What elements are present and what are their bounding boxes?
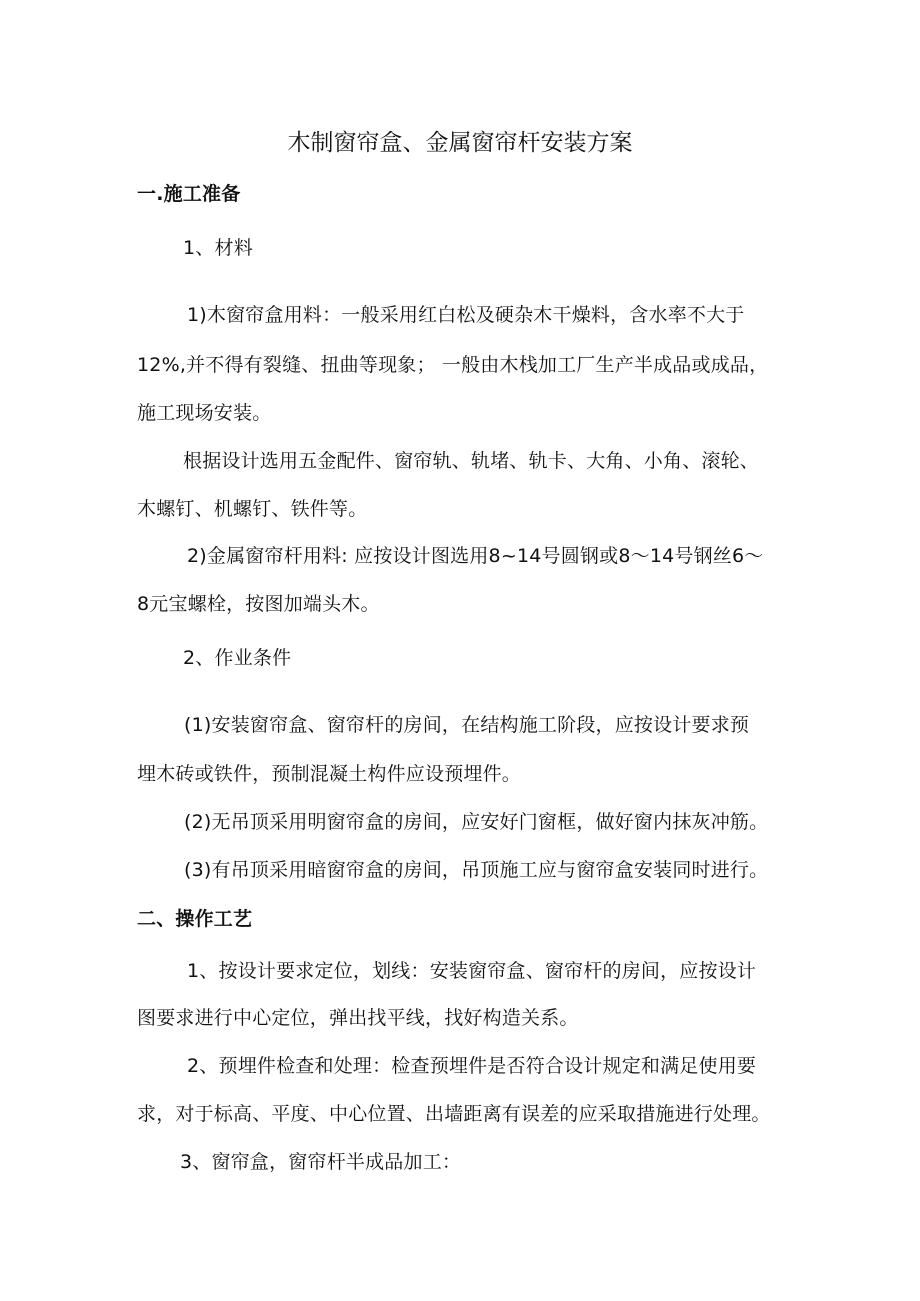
- paragraph-line: 2、预埋件检查和处理：检查预埋件是否符合设计规定和满足使用要: [187, 1055, 757, 1077]
- paragraph-line: 求，对于标高、平度、中心位置、出墙距离有误差的应采取措施进行处理。: [137, 1103, 771, 1125]
- paragraph-line: 图要求进行中心定位，弹出找平线，找好构造关系。: [137, 1007, 579, 1029]
- paragraph-line: 根据设计选用五金配件、窗帘轨、轨堵、轨卡、大角、小角、滚轮、: [183, 450, 760, 472]
- subsection-heading-work-conditions: 2、作业条件: [183, 647, 292, 669]
- paragraph-line: 1、按设计要求定位，划线：安装窗帘盒、窗帘杆的房间，应按设计: [187, 960, 757, 982]
- paragraph-line: 埋木砖或铁件，预制混凝土构件应设预埋件。: [137, 763, 522, 785]
- paragraph-line: 1)木窗帘盒用料：一般采用红白松及硬杂木干燥料，含水率不大于: [187, 304, 745, 326]
- paragraph-line: (2)无吊顶采用明窗帘盒的房间，应安好门窗框，做好窗内抹灰冲筋。: [184, 811, 769, 833]
- subsection-heading-materials: 1、材料: [183, 237, 253, 259]
- document-title: 木制窗帘盒、金属窗帘杆安装方案: [287, 130, 633, 156]
- paragraph-line: 2)金属窗帘杆用料: 应按设计图选用8~14号圆钢或8～14号钢丝6～: [187, 545, 764, 567]
- section-heading-construction-preparation: 一.施工准备: [137, 183, 241, 205]
- paragraph-line: 木螺钉、机螺钉、铁件等。: [137, 498, 368, 520]
- paragraph-line: (3)有吊顶采用暗窗帘盒的房间，吊顶施工应与窗帘盒安装同时进行。: [184, 859, 769, 881]
- paragraph-line: 施工现场安装。: [137, 402, 272, 424]
- section-heading-operation-process: 二、操作工艺: [137, 908, 253, 930]
- paragraph-line: 8元宝螺栓，按图加端头木。: [137, 593, 380, 615]
- paragraph-line: 12%,并不得有裂缝、扭曲等现象； 一般由木栈加工厂生产半成品或成品，: [137, 354, 769, 376]
- paragraph-line: 3、窗帘盒，窗帘杆半成品加工：: [180, 1151, 462, 1173]
- paragraph-line: (1)安装窗帘盒、窗帘杆的房间，在结构施工阶段，应按设计要求预: [184, 714, 750, 736]
